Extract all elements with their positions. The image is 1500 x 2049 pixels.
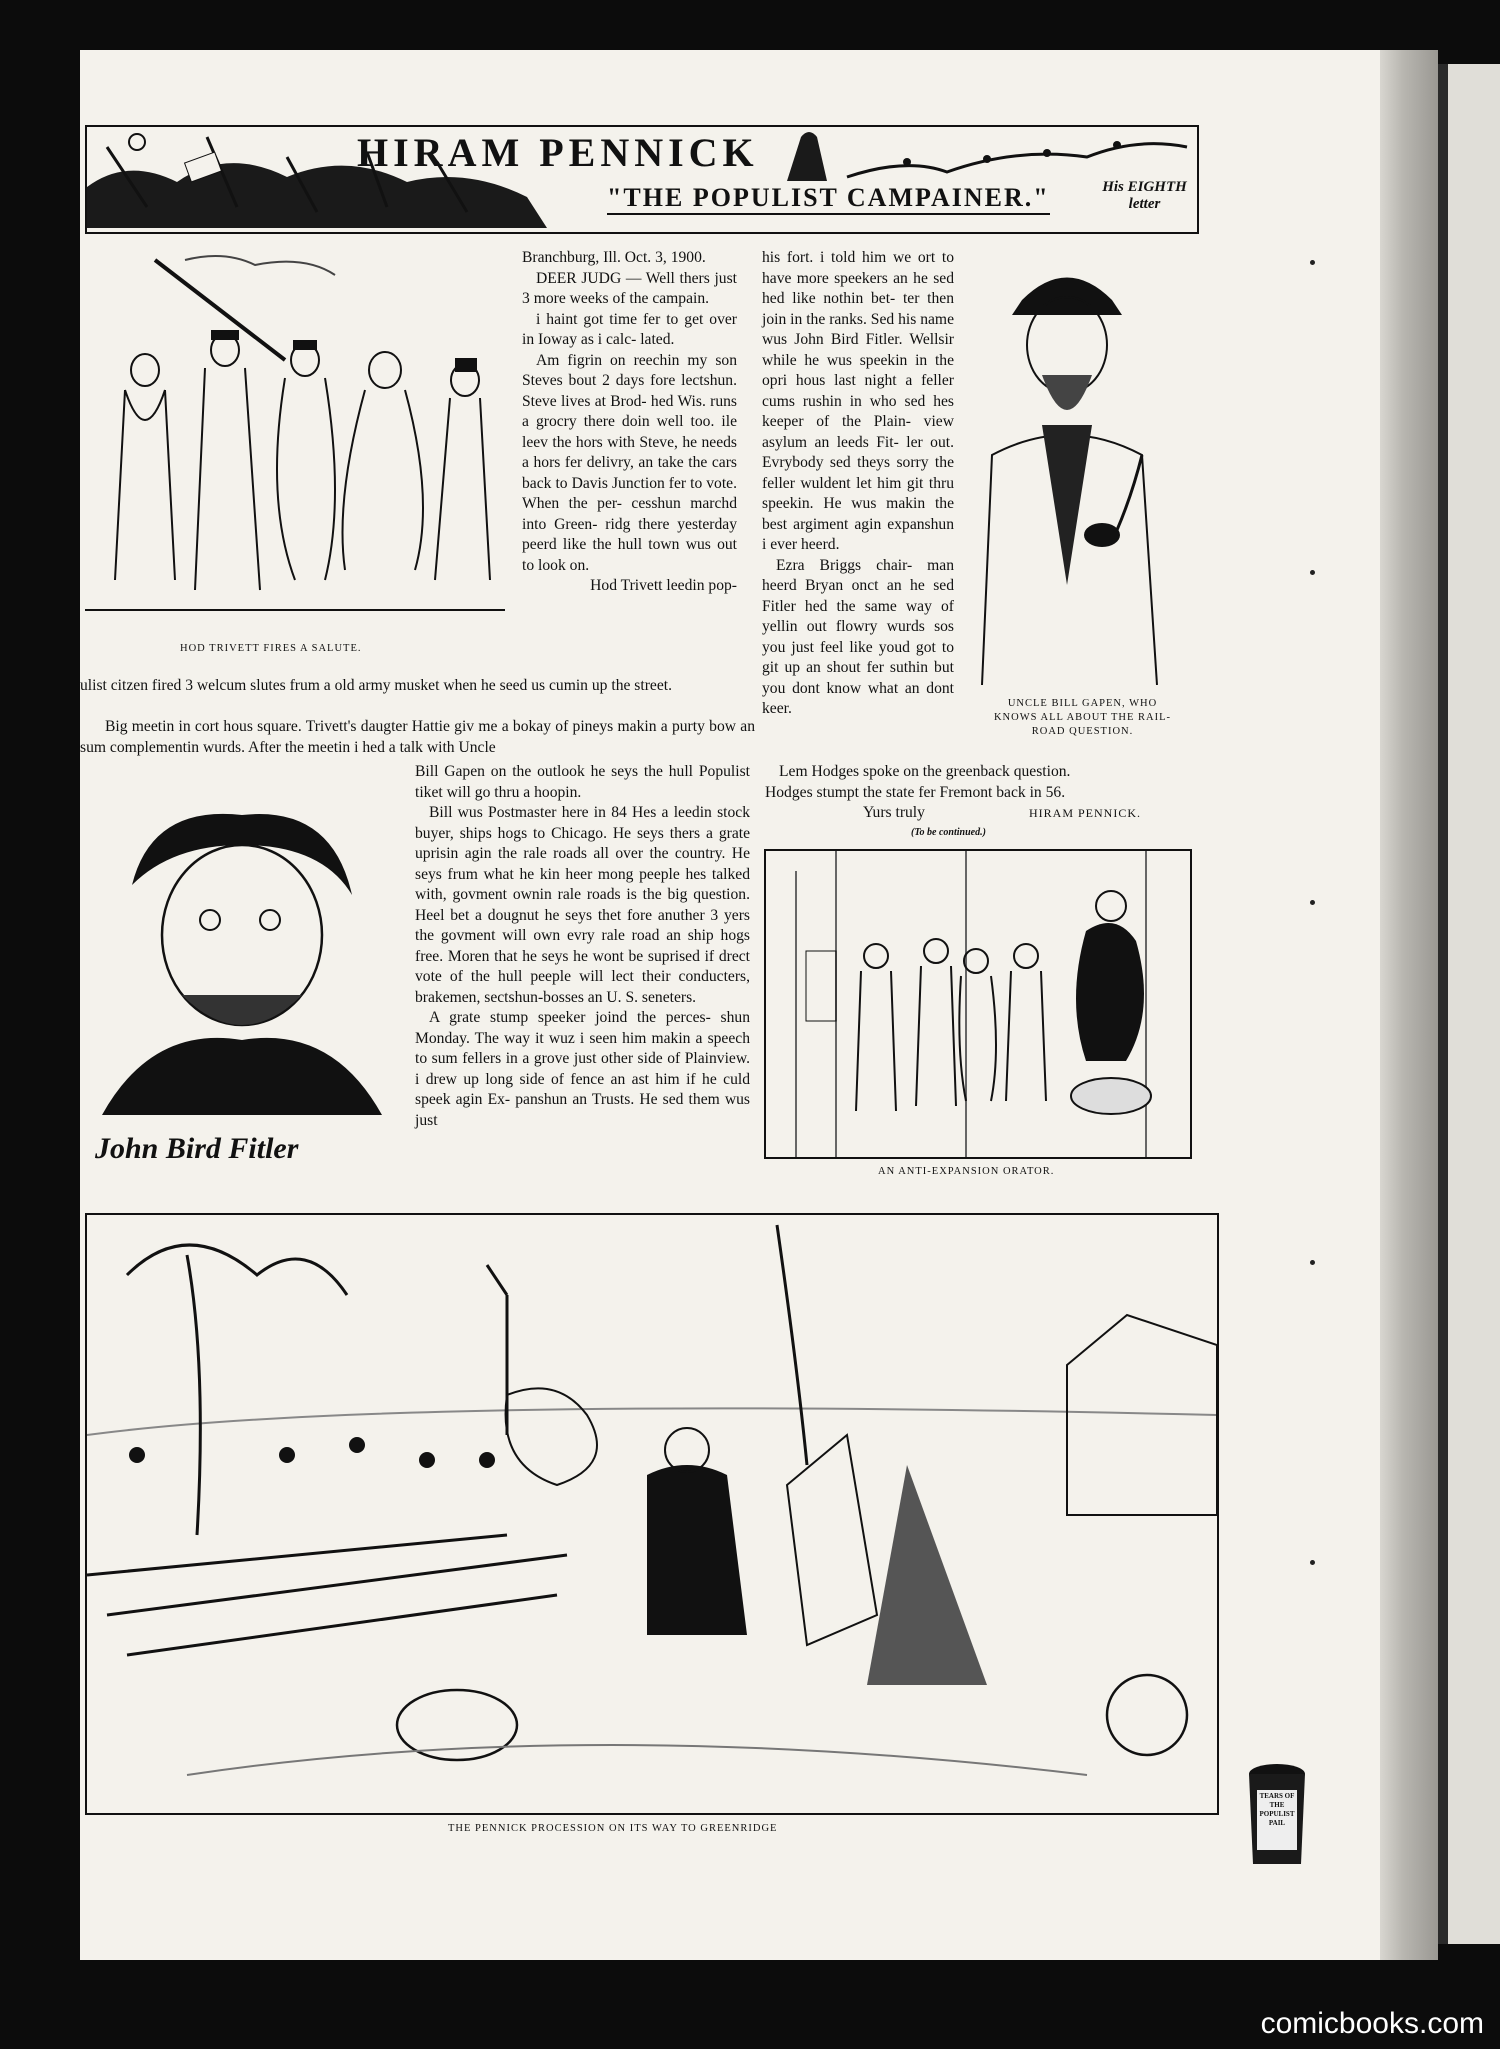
orator-caption: AN ANTI-EXPANSION ORATOR. [878, 1166, 1055, 1177]
masthead-subtitle: "THE POPULIST CAMPAINER." [607, 183, 1050, 215]
masthead-banner [85, 125, 1199, 234]
john-bird-fitler-portrait [92, 805, 392, 1120]
adjacent-page-edge [1438, 64, 1500, 1944]
salute-illustration [85, 250, 505, 630]
gapen-caption: UNCLE BILL GAPEN, WHO KNOWS ALL ABOUT THE RAIL- ROAD QUESTION. [993, 698, 1172, 737]
procession-caption: THE PENNICK PROCESSION ON ITS WAY TO GREENRIDGE [448, 1823, 778, 1834]
paragraph: Am figrin on reechin my son Steves bout 2 days fore lectshun. Steve lives at Brod- hed Wis. runs a grocry there doin well too. ile leev the hors with Steve, he needs a hors fer delivry, an take the cars back to Davis Junction fer to vote. When the per- cesshun marchd into Green- ridg there yesterday peerd like the hull town wus out to look on. [522, 351, 737, 574]
letter-wide-line-1: ulist citzen fired 3 welcum slutes frum a old army musket when he seed us cumin up the street. [80, 677, 672, 694]
paragraph: Hod Trivett leedin pop- [590, 577, 737, 594]
fitler-caption: John Bird Fitler [95, 1132, 299, 1165]
paragraph: Hodges stumpt the state fer Fremont back in 56. [765, 783, 1066, 801]
letter-column-3 [762, 248, 954, 720]
signature: HIRAM PENNICK. [1029, 806, 1142, 820]
paragraph: Bill wus Postmaster here in 84 Hes a leedin stock buyer, ships hogs to Chicago. He seys thers a grate uprisin agin the rale roads all over the country. He seys frum what he kin heer mong peeple hes talked with, govment ownin rale roads is the big question. Heel bet a dougnut he seys thet fore anuther 3 yers the govment will own evry rale road an ship hogs free. Moren that he seys he wont be suprised if drect vote of the hull peeple will lect their conducters, brakemen, sectshun-bosses an U. S. seneters. [415, 804, 750, 1006]
closing: Yurs truly [863, 804, 925, 821]
letter-closing-lines [765, 762, 1192, 844]
salute-caption: HOD TRIVETT FIRES A SALUTE. [180, 643, 362, 654]
paragraph: Bill Gapen on the outlook he seys the hull Populist tiket will go thru a hoopin. [415, 763, 750, 801]
uncle-bill-gapen-illustration [962, 255, 1177, 685]
paragraph: A grate stump speeker joind the perces- shun Monday. The way it wuz i seen him makin a speech to sum fellers in a grove just other side of Plainview. i drew up long side of fence an ast him if he culd speek agin Ex- panshun an Trusts. He sed them wus just [415, 1009, 750, 1129]
margin-dot [1310, 570, 1315, 575]
pennick-procession-illustration [85, 1213, 1219, 1815]
paragraph: Ezra Briggs chair- man heerd Bryan onct an he sed Fitler hed the same way of yellin out flowry wurds sos you just feel like youd got to git up an shout fer suthin but you dont know what an dont keer. [762, 556, 954, 717]
pail-label: TEARS OF THE POPULIST PAIL [1259, 1792, 1295, 1827]
margin-dot [1310, 900, 1315, 905]
letter-wide-line-2: Big meetin in cort hous square. Trivett's daugter Hattie giv me a bokay of pineys makin a purty bow an sum complementin wurds. After the meetin i hed a talk with Uncle [80, 718, 755, 756]
paragraph: his fort. i told him we ort to have more speekers an he sed hed like nothin bet- ter then join in the ranks. Sed his name wus John Bird Fitler. Wellsir while he wus speekin in the opri hous last night a feller cums rushin in who sed hes keeper of the Plain- view asylum an leeds Fit- ler out. Evrybody sed theys sorry the feller wuldent let him git thru speekin. He wus makin the best argiment agin expanshun i ever heerd. [762, 249, 954, 553]
paragraph: i haint got time fer to get over in Ioway as i calc- lated. [522, 310, 737, 348]
tree-branch-illustration [787, 127, 1195, 182]
margin-dot [1310, 260, 1315, 265]
masthead-title: HIRAM PENNICK [357, 130, 759, 175]
anti-expansion-orator-illustration [764, 849, 1192, 1159]
continued-note: (To be continued.) [911, 827, 986, 838]
letter-column-1 [522, 248, 737, 597]
margin-dot [1310, 1260, 1315, 1265]
letter-number-label: His EIGHTH letter [1102, 179, 1187, 212]
watermark-text: comicbooks.com [1260, 2007, 1484, 2040]
paragraph: DEER JUDG — Well thers just 3 more weeks of the campain. [522, 269, 737, 307]
margin-dot [1310, 1560, 1315, 1565]
paragraph: Lem Hodges spoke on the greenback question. [779, 763, 1071, 780]
page-binding [1380, 50, 1438, 1960]
dateline: Branchburg, Ill. Oct. 3, 1900. [522, 249, 706, 266]
letter-column-2 [415, 762, 750, 1131]
